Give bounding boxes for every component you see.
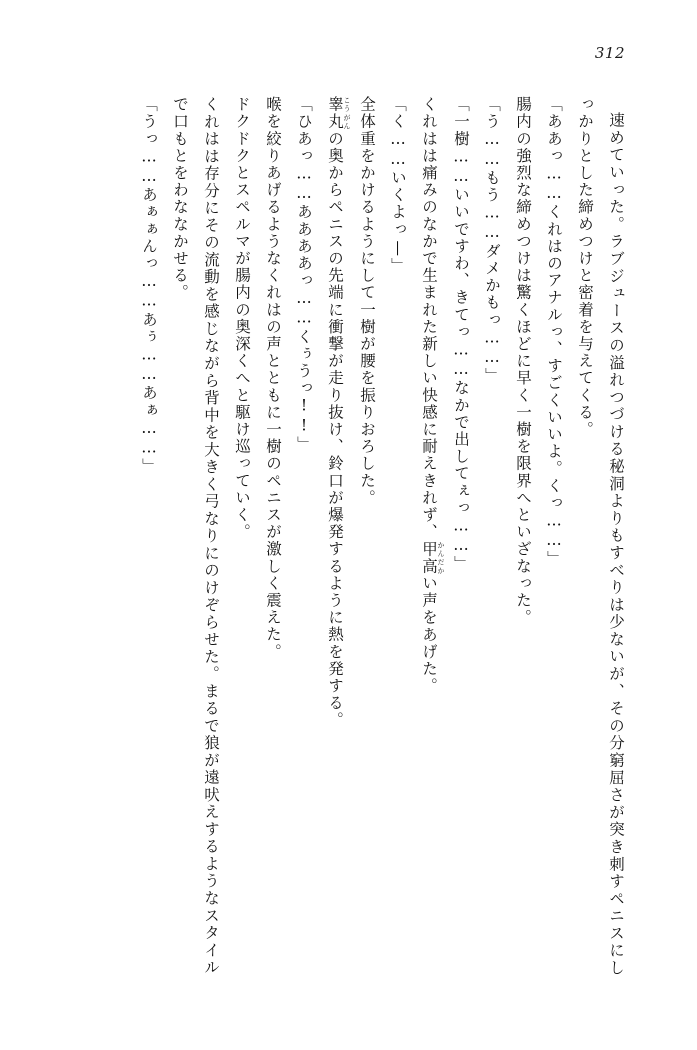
page-body-text [71,96,631,976]
paragraph: 「うっ……あぁぁんっ……あぅ……あぁ……」 [140,96,158,476]
paragraph: 全体重をかけるようにして一樹が腰を振りおろした。 [358,96,376,507]
paragraph: くれはは存分にその流動を感じながら背中を大きく弓なりにのけぞらせた。まるで狼が遠吠えするようなスタイルで口もとをわななかせる。 [171,96,220,976]
paragraph: 睾丸 こうがんの奥からペニスの先端に衝撃が走り抜け、鈴口が爆発するように熱を発する。 [326,96,351,729]
page-number: 312 [594,44,625,62]
paragraph: 腸内の強烈な締めつけは驚くほどに早く一樹を限界へといざなった。 [514,96,532,627]
paragraph: 速めていった。ラブジュースの溢れつづける秘洞よりもすべりは少ないが、その分窮屈さが突き刺すペニスにしっかりとした締めつけと密着を与えてくる。 [576,96,625,976]
paragraph: 喉を絞りあげるようなくれはの声とともに一樹のペニスが激しく震えた。 [264,96,282,661]
paragraph: 「う……もう……ダメかもっ……」 [483,96,501,385]
paragraph: ドクドクとスペルマが腸内の奥深くへと駆け巡っていく。 [233,96,251,541]
paragraph: 「一樹……いいですわ、きてっ……なかで出してぇっ……」 [452,96,470,573]
paragraph: 「く……いくよっ—」 [387,96,408,275]
paragraph: 「ひあっ……ああああっ……くぅうっ!!」 [295,96,313,453]
ruby-kandaka: 甲高 かんだか [420,540,445,575]
ruby-kougan: 睾丸 こうがん [326,96,351,131]
paragraph: くれはは痛みのなかで生まれた新しい快感に耐えきれず、甲高 かんだかい声をあげた。 [420,96,445,695]
paragraph: 「ああっ……くれはのアナルっ、すごくいいよ。くっ……」 [545,96,563,568]
